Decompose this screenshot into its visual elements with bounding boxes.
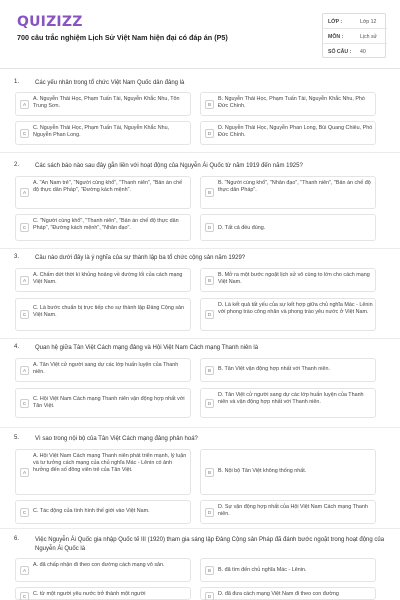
question-text: Các sách báo nào sau đây gắn liền với hoạt động của Nguyễn Ái Quốc từ năm 1919 đến năm 1925? [35, 163, 303, 169]
option-text: B. Mở ra một bước ngoặt lịch sử vô cùng to lớn cho cách mạng Việt Nam. [218, 272, 370, 286]
option-a[interactable] [15, 558, 191, 582]
meta-value: Lớp 12 [360, 19, 377, 25]
option-c[interactable] [15, 500, 191, 524]
option-text: D. Là kết quả tất yếu của sự kết hợp giữa chủ nghĩa Mác - Lênin với phong trào công nhân và phong trào yêu nước ở Việt Nam. [218, 302, 373, 316]
option-text: B. Nguyễn Thái Học, Phạm Tuấn Tài, Nguyễn Khắc Nhu, Phó Đức Chính. [218, 96, 365, 110]
option-text: C. từ một người yêu nước trở thành một người [33, 591, 146, 597]
option-letter: B [205, 468, 214, 477]
option-letter: A [20, 276, 29, 285]
option-letter: C [20, 508, 29, 517]
option-a[interactable] [15, 176, 191, 209]
option-letter: C [20, 592, 29, 600]
option-b[interactable] [200, 176, 376, 209]
option-letter: C [20, 310, 29, 319]
question-text: Câu nào dưới đây là ý nghĩa của sự thành lập ba tổ chức cộng sản năm 1929? [35, 255, 246, 261]
option-text: C. Nguyễn Thái Học, Phạm Tuấn Tài, Nguyễn Khắc Nhu, Nguyễn Phan Long. [33, 125, 170, 139]
option-a[interactable] [15, 358, 191, 382]
option-c[interactable] [15, 388, 191, 418]
option-text: B. Tân Việt vận động hợp nhất với Thanh niên. [218, 366, 330, 372]
meta-key: SỐ CÂU : [328, 49, 352, 55]
option-d[interactable] [200, 587, 376, 600]
meta-row-count [323, 44, 387, 59]
document-title: 700 câu trắc nghiệm Lịch Sử Việt Nam hiện đại có đáp án (P5) [17, 33, 228, 42]
option-text: C. "Người cùng khổ", "Thanh niên", "Bản án chế độ thực dân Pháp", "Đường kách mệnh", "Nhân đạo". [33, 218, 179, 232]
option-text: C. Tác động của tình hình thế giới vào Việt Nam. [33, 508, 150, 514]
question-text: Vì sao trong nội bộ của Tân Việt Cách mạng đảng phân hoá? [35, 436, 198, 442]
question-number: 2. [14, 162, 20, 168]
question-divider [0, 427, 400, 428]
option-c[interactable] [15, 298, 191, 331]
option-b[interactable] [200, 92, 376, 116]
meta-row-subject [323, 29, 387, 44]
option-b[interactable] [200, 558, 376, 582]
option-d[interactable] [200, 121, 376, 145]
option-letter: B [205, 188, 214, 197]
option-letter: A [20, 566, 29, 575]
option-letter: D [205, 223, 214, 232]
option-a[interactable] [15, 449, 191, 495]
option-letter: D [205, 508, 214, 517]
option-letter: B [205, 276, 214, 285]
question-number: 3. [14, 254, 20, 260]
option-letter: D [205, 129, 214, 138]
option-text: A. Hội Việt Nam Cách mạng Thanh niên phát triển mạnh, lý luận và tư tưởng cách mạng của chủ nghĩa Mác - Lênin có ảnh hưởng đến số đông viên trẻ của Tân Việt. [33, 453, 187, 474]
option-letter: A [20, 100, 29, 109]
question-text: Việc Nguyễn Ái Quốc gia nhập Quốc tế III (1920) tham gia sáng lập Đảng Cộng sản Pháp đã đánh bước ngoặt trong hoạt động của Nguyễn Ái Quốc là [35, 537, 385, 552]
option-text: B. đã tìm đến chủ nghĩa Mác - Lênin. [218, 567, 307, 573]
meta-key: MÔN : [328, 34, 344, 40]
option-text: C. Là bước chuẩn bị trực tiếp cho sự thành lập Đảng Cộng sản Việt Nam. [33, 305, 185, 319]
option-letter: A [20, 366, 29, 375]
question-text: Các yếu nhân trong tổ chức Việt Nam Quốc dân đảng là [35, 80, 185, 86]
question-divider [0, 528, 400, 529]
question-number: 6. [14, 536, 20, 542]
header-divider [0, 68, 400, 69]
option-text: D. đã đưa cách mạng Việt Nam đi theo con đường [218, 591, 339, 597]
option-text: D. Tất cả đều đúng. [218, 225, 266, 231]
option-c[interactable] [15, 121, 191, 145]
option-b[interactable] [200, 358, 376, 382]
meta-value: Lịch sử [360, 34, 378, 40]
option-text: A. Chấm dứt thời kì khủng hoảng về đường lối của cách mạng Việt Nam. [33, 272, 183, 286]
option-letter: D [205, 310, 214, 319]
option-text: C. Hội Việt Nam Cách mạng Thanh niên vận động hợp nhất với Tân Việt. [33, 396, 185, 410]
option-letter: D [205, 592, 214, 600]
meta-info-box [322, 13, 386, 58]
option-text: A. Nguyễn Thái Học, Phạm Tuấn Tài, Nguyễn Khắc Nhu, Tôn Trung Sơn. [33, 96, 180, 110]
option-text: D. Sự vận động hợp nhất của Hội Việt Nam Cách mạng Thanh niên. [218, 504, 368, 518]
option-letter: C [20, 399, 29, 408]
option-text: A. "An Nam trẻ", "Người cùng khổ", "Thanh niên", "Bản án chế độ thực dân Pháp", "Đường kách mệnh". [33, 180, 183, 194]
question-divider [0, 248, 400, 249]
option-d[interactable] [200, 500, 376, 524]
option-text: A. đã chấp nhận đi theo con đường cách mạng vô sản. [33, 562, 165, 568]
option-letter: C [20, 129, 29, 138]
option-d[interactable] [200, 214, 376, 241]
option-text: A. Tân Việt cử người sang dự các lớp huấn luyện của Thanh niên. [33, 362, 179, 376]
meta-row-grade [323, 14, 387, 29]
option-text: D. Tân Việt cử người sang dự các lớp huấn luyện của Thanh niên và vận động hợp nhất với Thanh niên. [218, 392, 364, 406]
option-letter: B [205, 566, 214, 575]
option-text: B. "Người cùng khổ", "Nhân đạo", "Thanh niên", "Bản án chế độ thực dân Pháp". [218, 180, 371, 194]
question-divider [0, 338, 400, 339]
option-c[interactable] [15, 214, 191, 241]
option-letter: B [205, 100, 214, 109]
quizizz-logo: QUIZIZZ [17, 14, 83, 30]
meta-value: 40 [360, 49, 366, 55]
meta-key: LỚP : [328, 19, 343, 25]
option-letter: D [205, 399, 214, 408]
question-number: 5. [14, 435, 20, 441]
option-b[interactable] [200, 449, 376, 495]
option-letter: B [205, 366, 214, 375]
question-number: 1. [14, 79, 20, 85]
question-divider [0, 152, 400, 153]
option-letter: C [20, 223, 29, 232]
option-a[interactable] [15, 92, 191, 116]
question-number: 4. [14, 344, 20, 350]
option-d[interactable] [200, 298, 376, 331]
option-c[interactable] [15, 587, 191, 600]
option-b[interactable] [200, 268, 376, 292]
option-text: B. Nội bộ Tân Việt không thống nhất. [218, 468, 307, 474]
page-header [0, 0, 400, 66]
question-text: Quan hệ giữa Tân Việt Cách mạng đảng và Hội Việt Nam Cách mạng Thanh niên là [35, 345, 259, 351]
option-letter: A [20, 188, 29, 197]
option-letter: A [20, 468, 29, 477]
option-text: D. Nguyễn Thái Học, Nguyễn Phan Long, Bùi Quang Chiêu, Phó Đức Chính. [218, 125, 373, 139]
option-d[interactable] [200, 388, 376, 418]
option-a[interactable] [15, 268, 191, 292]
